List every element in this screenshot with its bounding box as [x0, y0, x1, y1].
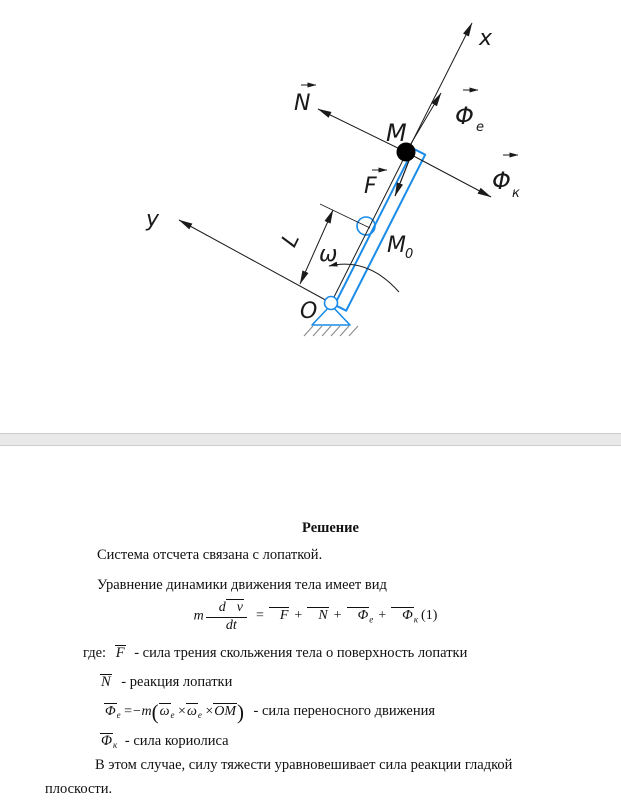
blade-rod [335, 149, 426, 311]
ground-hatching [304, 326, 358, 336]
x-axis-label: x [479, 26, 493, 51]
origin-O-label: O [300, 299, 318, 324]
paragraph-reference-frame: Система отсчета связана с лопаткой. [97, 547, 323, 563]
close-paren: ) [237, 700, 245, 724]
eq1-number: (1) [421, 608, 438, 624]
eq1-phi-e: Φ [347, 607, 370, 623]
force-phi-e-label: Φ [455, 102, 474, 130]
force-phi-k-line [406, 152, 491, 197]
pivot-circle [325, 297, 338, 310]
force-N-label: N [294, 91, 311, 116]
m0-label: M [387, 233, 406, 258]
eq1-phi-k: Φ [391, 607, 414, 623]
eq1-mass: m [193, 608, 204, 624]
paragraph-equation-intro: Уравнение динамики движения тела имеет вид [97, 577, 387, 593]
dimension-L-label: L [277, 229, 306, 252]
force-F-label: F [364, 174, 377, 199]
solution-heading: Решение [302, 520, 359, 536]
N-symbol: N [101, 674, 111, 690]
force-phi-k-label: Φ [492, 167, 511, 195]
y-axis-line [179, 220, 331, 303]
closing-paragraph-line2: плоскости. [45, 781, 113, 797]
point-M-label: M [386, 119, 407, 147]
force-phi-e-line [406, 93, 441, 152]
y-axis-label: y [146, 207, 160, 232]
eq1-fraction: $\frac{\text{d v}}{dt}$ [206, 599, 247, 633]
force-phi-e-subscript: е [476, 120, 484, 135]
page-divider [0, 433, 621, 446]
definition-phi-k: $\Phi_к$ - сила кориолиса [101, 733, 229, 750]
closing-paragraph-line1: В этом случае, силу тяжести уравновешивает сила реакции гладкой [95, 757, 513, 773]
definition-phi-e: $\Phi_е =-m(\omega_е \times\omega_е \times OM)$ - сила переносного движения [105, 700, 436, 724]
equation-1: m $\frac{\text{d v}}{dt}$ = $F + N + \Phi_е + \Phi_к$ (1) [193, 600, 438, 633]
eq1-N: N [307, 607, 328, 623]
force-phi-k-subscript: к [512, 186, 520, 201]
phi-k-symbol: Φ [101, 733, 113, 749]
phi-e-symbol: Φ [105, 704, 116, 719]
open-paren: ( [151, 700, 159, 724]
definition-F: где: F - сила трения скольжения тела о поверхность лопатки [83, 645, 468, 661]
omega-label: ω [319, 242, 338, 267]
x-axis-line [331, 23, 472, 303]
m0-subscript: 0 [405, 247, 414, 262]
F-symbol: F [115, 645, 125, 661]
eq1-F: F [269, 607, 290, 623]
OM-vector: OM [214, 704, 237, 719]
dimension-extension-line [320, 204, 370, 228]
definition-N: N - реакция лопатки [101, 674, 233, 690]
